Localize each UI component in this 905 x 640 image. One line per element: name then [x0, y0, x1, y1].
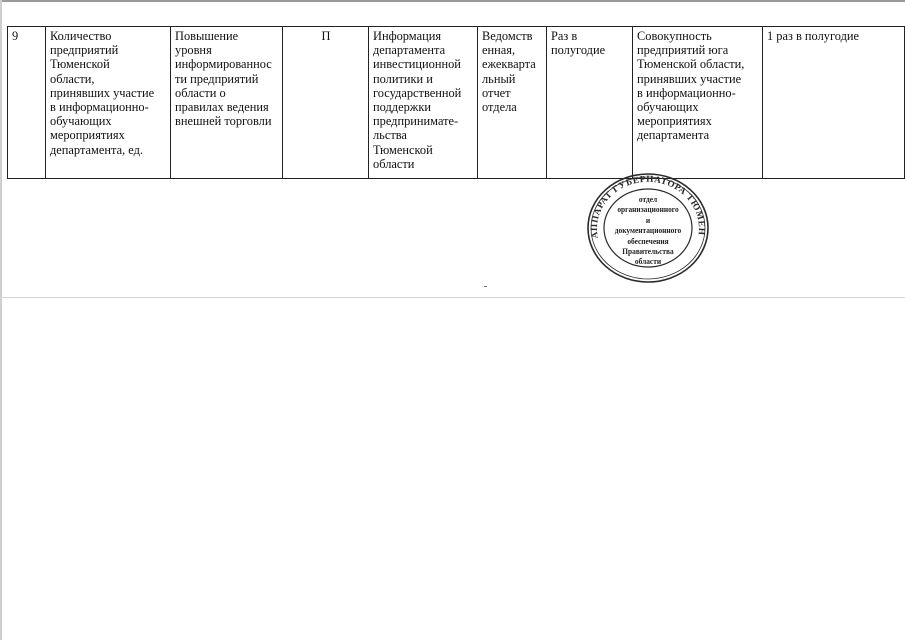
cell-text-line: мероприятиях: [637, 114, 712, 129]
cell-text-line: ежекварта: [482, 57, 536, 72]
cell-number: 9: [8, 27, 46, 179]
cell-text-line: правилах ведения: [175, 100, 269, 115]
cell-text-line: области,: [50, 71, 95, 86]
stamp-ring-text: АППАРАТ ГУБЕРНАТОРА ТЮМЕН: [588, 173, 708, 240]
cell-text-line: льства: [373, 128, 407, 143]
cell-text-line: Количество: [50, 29, 112, 43]
cell-text-line: поддержки: [373, 100, 431, 115]
cell-text-line: уровня: [175, 43, 212, 58]
cell-text-line: принявших участие: [637, 71, 742, 86]
cell-text-line: Ведомств: [482, 29, 533, 43]
cell-text-line: информированнос: [175, 57, 272, 72]
cell-text-line: в информационно-: [50, 100, 149, 115]
cell-text-line: внешней торговли: [175, 114, 272, 129]
stamp-text-line: отдел: [638, 194, 658, 204]
scan-edge-top: [0, 0, 905, 2]
cell-population: [633, 27, 763, 179]
indicator-table: [7, 26, 905, 179]
cell-text-line: обучающих: [637, 100, 699, 115]
stamp-text-line: организационного: [617, 204, 679, 215]
cell-text-line: Раз в: [551, 29, 578, 43]
cell-text-line: Тюменской: [373, 142, 433, 157]
scan-edge-mid: [0, 297, 905, 298]
cell-indicator: [46, 27, 171, 179]
official-stamp: [586, 172, 710, 284]
cell-goal: [171, 27, 283, 179]
cell-text-line: области: [373, 156, 415, 171]
cell-text-line: отчет: [482, 85, 511, 100]
cell-text-line: Информация: [373, 29, 442, 43]
cell-period: [763, 27, 905, 179]
cell-text-line: льный: [482, 71, 516, 86]
stamp-text-line: и: [645, 214, 651, 225]
scan-edge-left: [0, 0, 2, 640]
cell-text-line: в информационно-: [637, 85, 736, 100]
stamp-text-line: области: [634, 256, 662, 267]
stamp-text-line: обеспечения: [627, 235, 669, 246]
cell-text-line: государственной: [373, 85, 462, 100]
cell-text-line: Повышение: [175, 29, 239, 43]
cell-text-line: 1 раз в полугодие: [767, 29, 860, 43]
cell-text-line: департамента, ед.: [50, 142, 144, 157]
cell-text-line: департамента: [373, 43, 446, 58]
scan-speck: [484, 286, 487, 287]
stamp-text-line: Правительства: [622, 246, 674, 257]
cell-text-line: полугодие: [551, 43, 606, 58]
cell-text-line: предпринимате-: [373, 114, 459, 129]
cell-text-line: предприятий: [50, 43, 119, 58]
cell-text-line: департамента: [637, 128, 710, 143]
cell-frequency: [547, 27, 633, 179]
cell-text-line: Тюменской области,: [637, 57, 745, 72]
cell-text-line: предприятий юга: [637, 43, 729, 58]
cell-text-line: енная,: [482, 43, 516, 58]
cell-text-line: принявших участие: [50, 85, 155, 100]
cell-text-line: инвестиционной: [373, 57, 461, 72]
cell-text-line: обучающих: [50, 114, 112, 129]
cell-form: [478, 27, 547, 179]
stamp-text-line: документационного: [614, 225, 682, 236]
table-row: [8, 27, 905, 179]
cell-type: П: [283, 27, 369, 179]
stamp-center-text: [610, 194, 686, 267]
cell-text-line: Тюменской: [50, 57, 110, 72]
cell-text-line: мероприятиях: [50, 128, 125, 143]
cell-source: [369, 27, 478, 179]
cell-text-line: Совокупность: [637, 29, 712, 43]
cell-text-line: области о: [175, 85, 226, 100]
cell-text-line: отдела: [482, 100, 517, 115]
cell-text-line: ти предприятий: [175, 71, 259, 86]
cell-text-line: политики и: [373, 71, 433, 86]
